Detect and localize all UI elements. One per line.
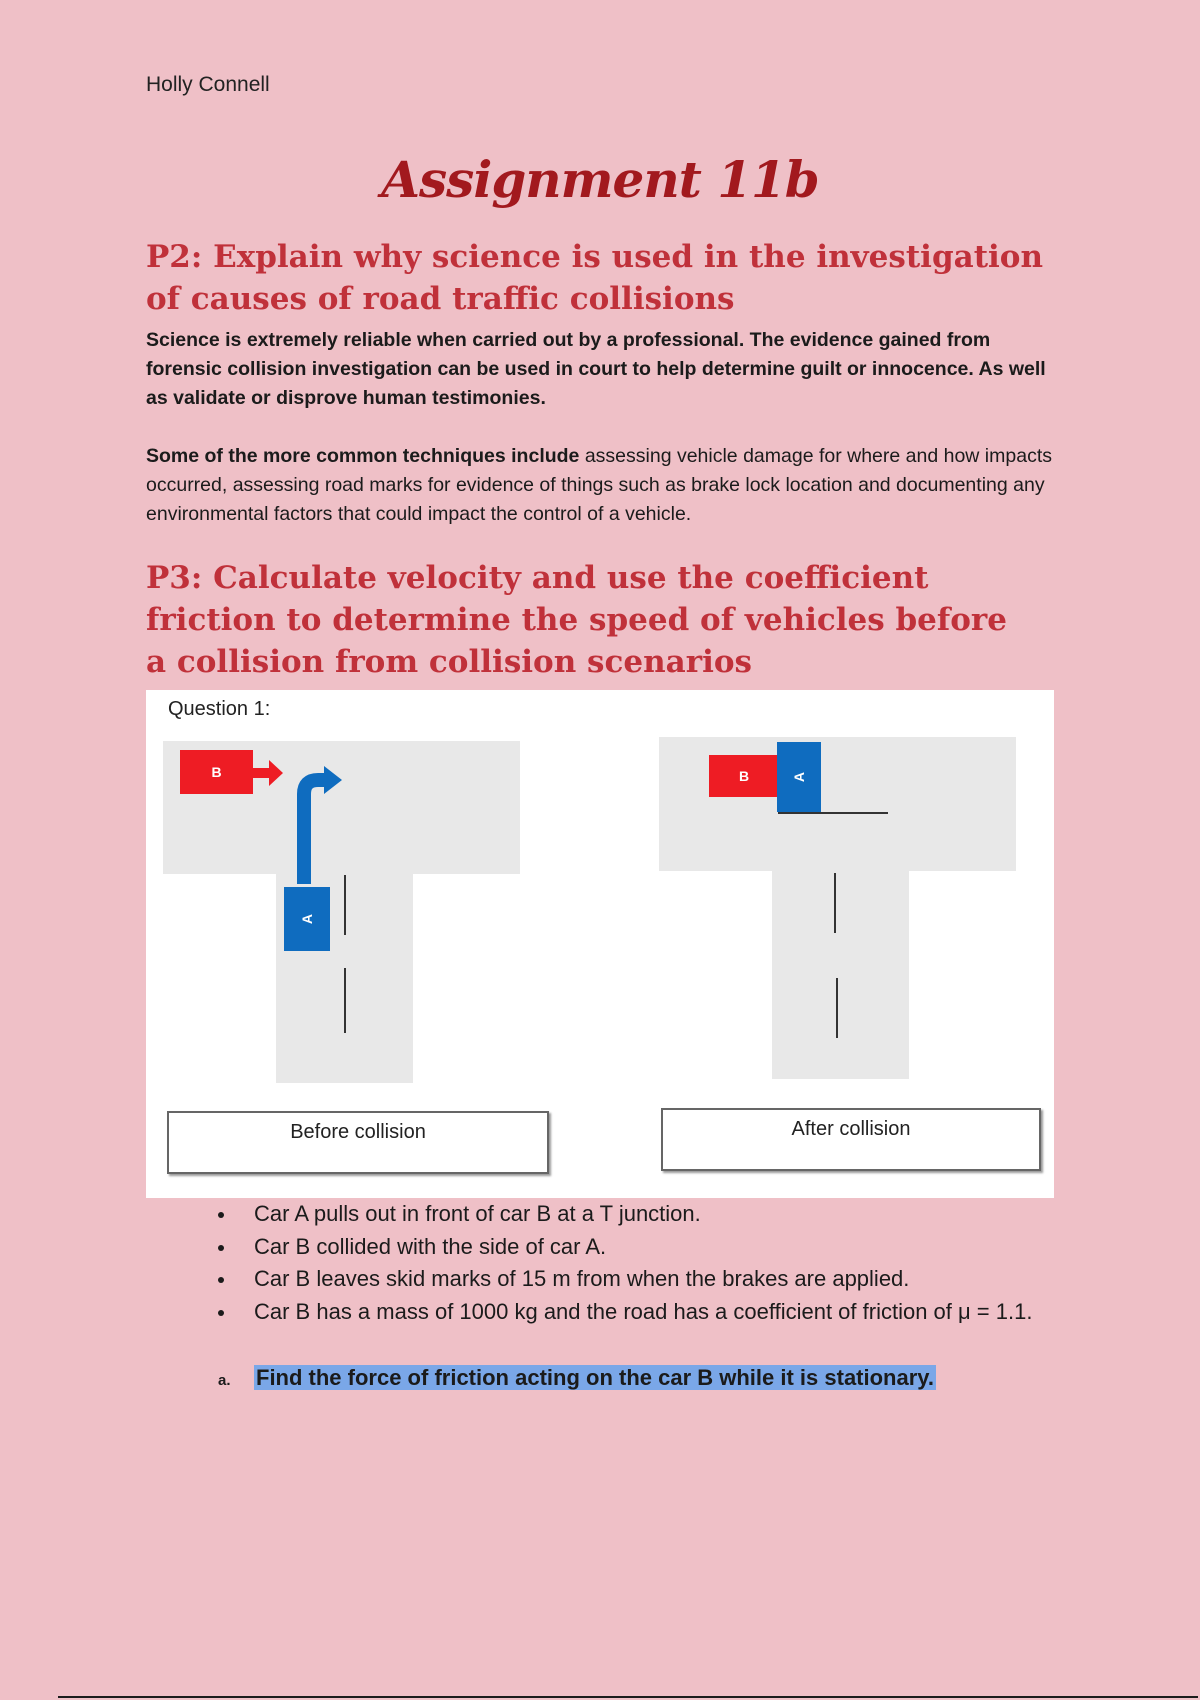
after-road-vertical (772, 871, 909, 1079)
p3-heading: P3: Calculate velocity and use the coefficient friction to determine the speed of vehicles before a collision from collision scenarios (146, 560, 1007, 680)
car-a-before (284, 887, 330, 951)
list-item-text: Car A pulls out in front of car B at a T junction. (254, 1201, 701, 1226)
car-b-after (709, 755, 779, 797)
subquestion-a (218, 1363, 936, 1396)
page-bottom-rule (58, 1696, 1198, 1698)
before-lane-marking (344, 968, 346, 1033)
after-lane-marking (836, 978, 838, 1038)
bullet-icon (218, 1310, 224, 1316)
after-stop-line (778, 812, 888, 814)
bullet-icon (218, 1212, 224, 1218)
car-b-label: B (211, 764, 222, 780)
list-item-text: Car B has a mass of 1000 kg and the road has a coefficient of friction of μ = 1.1. (254, 1298, 1033, 1324)
car-a-label: A (791, 771, 807, 783)
author-name: Holly Connell (146, 73, 270, 96)
scenario-list (218, 1198, 1058, 1328)
collision-diagram (146, 690, 1054, 1198)
list-item-text: Car B collided with the side of car A. (254, 1233, 607, 1259)
p2-paragraph-1: Science is extremely reliable when carried out by a professional. The evidence gained from forensic collision investigation can be used in court to help determine guilt or innocence. As well as validate or disprove human testimonies. (146, 329, 1046, 409)
bullet-icon (218, 1277, 224, 1283)
car-a-label: A (299, 913, 315, 925)
car-a-turn-arrow-icon (286, 766, 346, 886)
p2-paragraph-2-rest: assessing vehicle damage for where and how impacts occurred, assessing road marks for evidence of things such as brake lock location and documenting any environmental factors that could impact the control of a vehicle. (146, 445, 1052, 525)
list-item (218, 1263, 1058, 1296)
subquestion-marker: a. (218, 1372, 231, 1389)
list-item (218, 1296, 1058, 1329)
car-a-after (777, 742, 821, 812)
p2-paragraph-2 (146, 442, 1066, 529)
after-collision-caption: After collision (661, 1108, 1041, 1171)
p2-paragraph-2-lead: Some of the more common techniques include (146, 445, 580, 467)
question-label: Question 1: (168, 698, 271, 720)
highlighted-question[interactable]: Find the force of friction acting on the car B while it is stationary. (256, 1365, 935, 1390)
p2-heading: P2: Explain why science is used in the investigation of causes of road traffic collisions (146, 239, 1044, 317)
car-b-label: B (738, 768, 750, 784)
assignment-title: Assignment 11b (381, 150, 819, 209)
before-collision-caption: Before collision (167, 1111, 549, 1174)
list-item-text: Car B leaves skid marks of 15 m from when the brakes are applied. (254, 1266, 910, 1291)
car-b-before (180, 750, 253, 794)
bullet-icon (218, 1245, 224, 1251)
list-item (218, 1231, 1058, 1264)
after-lane-marking (834, 873, 836, 933)
list-item (218, 1198, 1058, 1231)
car-b-direction-arrow-icon (253, 760, 285, 786)
